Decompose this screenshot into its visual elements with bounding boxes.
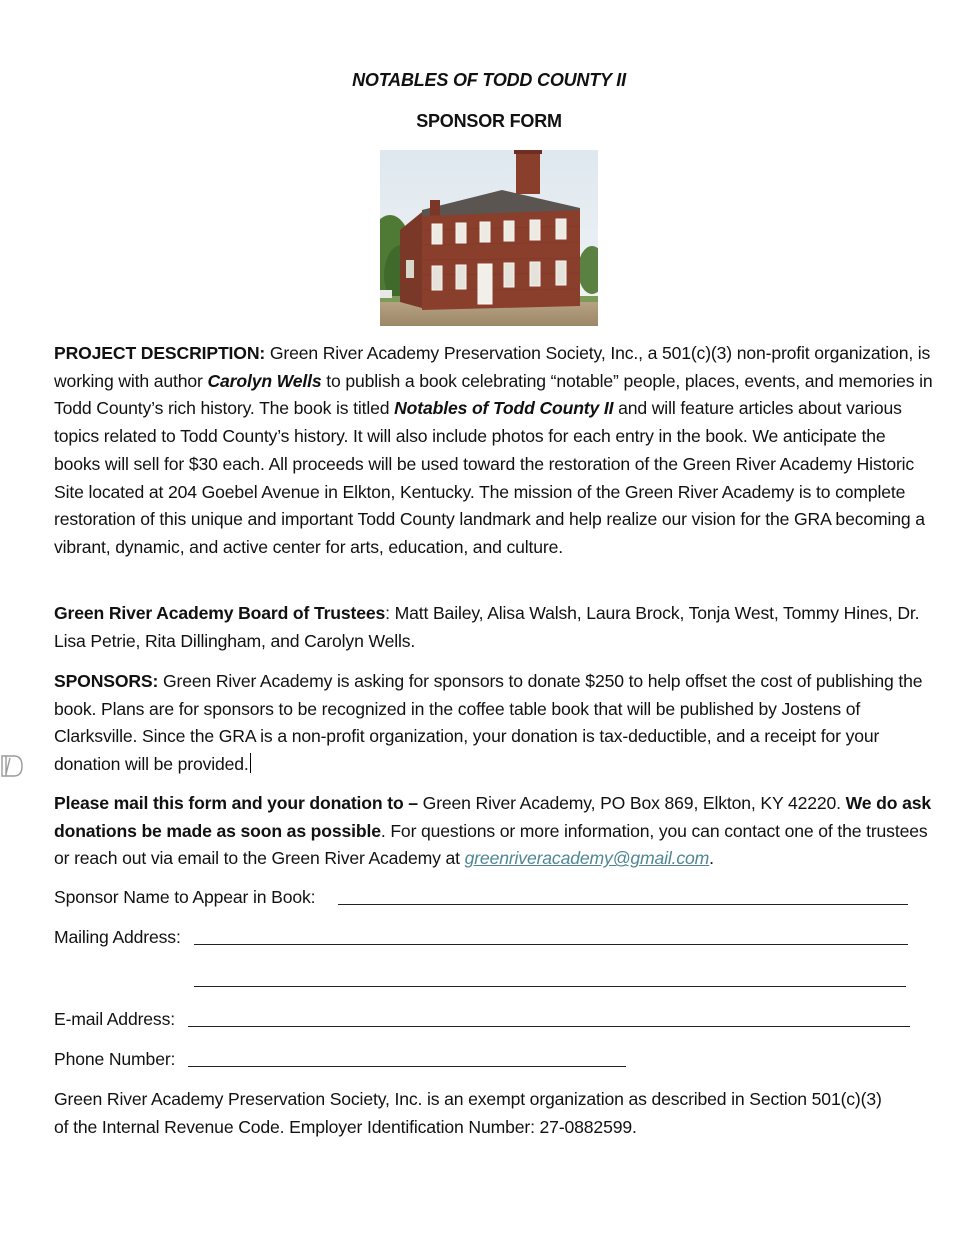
- board-label: Green River Academy Board of Trustees: [54, 603, 386, 623]
- author-name: Carolyn Wells: [207, 370, 322, 391]
- mail-label: Please mail this form and your donation to –: [54, 793, 418, 813]
- document-subtitle: SPONSOR FORM: [416, 111, 562, 131]
- project-description-text-3: and will feature articles about various topics related to Todd County’s history. It will also include photos for each entry in the book. We anticipate the books will sell for $30 each. All proceeds will be used toward the restoration of the Green River Academy Historic Site located at 204 Goebel Avenue in Elkton, Kentucky. The mission of the Green River Academy is to complete restoration of this unique and important Todd County landmark and help realize our vision for the GRA becoming a vibrant, dynamic, and active center for arts, education, and culture.: [54, 398, 925, 557]
- mailing-address-field-line-2[interactable]: [194, 986, 906, 987]
- board-members: : Matt Bailey, Alisa Walsh, Laura Brock, Tonja West, Tommy Hines, Dr. Lisa Petrie, Rita Dillingham, and Carolyn Wells.: [54, 603, 920, 651]
- project-description-text-2: to publish a book celebrating “notable” people, places, events, and memories in Todd County’s rich history. The book is titled: [54, 370, 933, 419]
- sponsor-name-field[interactable]: [338, 904, 908, 905]
- mailing-address-field-line-1[interactable]: [194, 944, 908, 945]
- email-address-field[interactable]: [188, 1026, 910, 1027]
- board-of-trustees: [54, 600, 934, 655]
- mailing-address-label: Mailing Address:: [54, 927, 181, 947]
- sponsor-name-label: Sponsor Name to Appear in Book:: [54, 887, 316, 907]
- building-photo: [380, 150, 598, 326]
- mail-address-text: Green River Academy, PO Box 869, Elkton, KY 42220.: [417, 793, 846, 813]
- email-address-label: E-mail Address:: [54, 1009, 175, 1029]
- email-link[interactable]: greenriveracademy@gmail.com: [464, 848, 710, 869]
- tax-exempt-statement: Green River Academy Preservation Society, Inc. is an exempt organization as described in Section 501(c)(3) of the Internal Revenue Code. Employer Identification Number: 27-0882599.: [54, 1089, 882, 1137]
- text-cursor: [250, 753, 252, 773]
- mail-contact-text: . For questions or more information, you can contact one of the trustees or reach out via email to the Green River Academy at: [54, 820, 928, 869]
- project-description: [54, 340, 934, 562]
- phone-number-field[interactable]: [188, 1066, 626, 1067]
- book-title: Notables of Todd County II: [394, 398, 614, 419]
- mail-emphasis: We do ask donations be made as soon as possible: [54, 793, 931, 841]
- mail-end: .: [709, 848, 714, 869]
- margin-marker-icon: [0, 752, 24, 780]
- sponsors-label: SPONSORS:: [54, 671, 159, 691]
- phone-number-label: Phone Number:: [54, 1049, 176, 1069]
- document-title: NOTABLES OF TODD COUNTY II: [352, 70, 626, 90]
- mailing-instructions: [54, 790, 934, 873]
- project-description-label: PROJECT DESCRIPTION:: [54, 343, 266, 363]
- sponsors-text: Green River Academy is asking for sponsors to donate $250 to help offset the cost of publishing the book. Plans are for sponsors to be recognized in the coffee table book that will be published by Jostens of Clarksville. Since the GRA is a non-profit organization, your donation is tax-deductible, and a receipt for your donation will be provided.: [54, 671, 923, 775]
- project-description-text-1: Green River Academy Preservation Society, Inc., a 501(c)(3) non-profit organization, is working with author: [54, 343, 931, 391]
- sponsors-section: [54, 668, 924, 779]
